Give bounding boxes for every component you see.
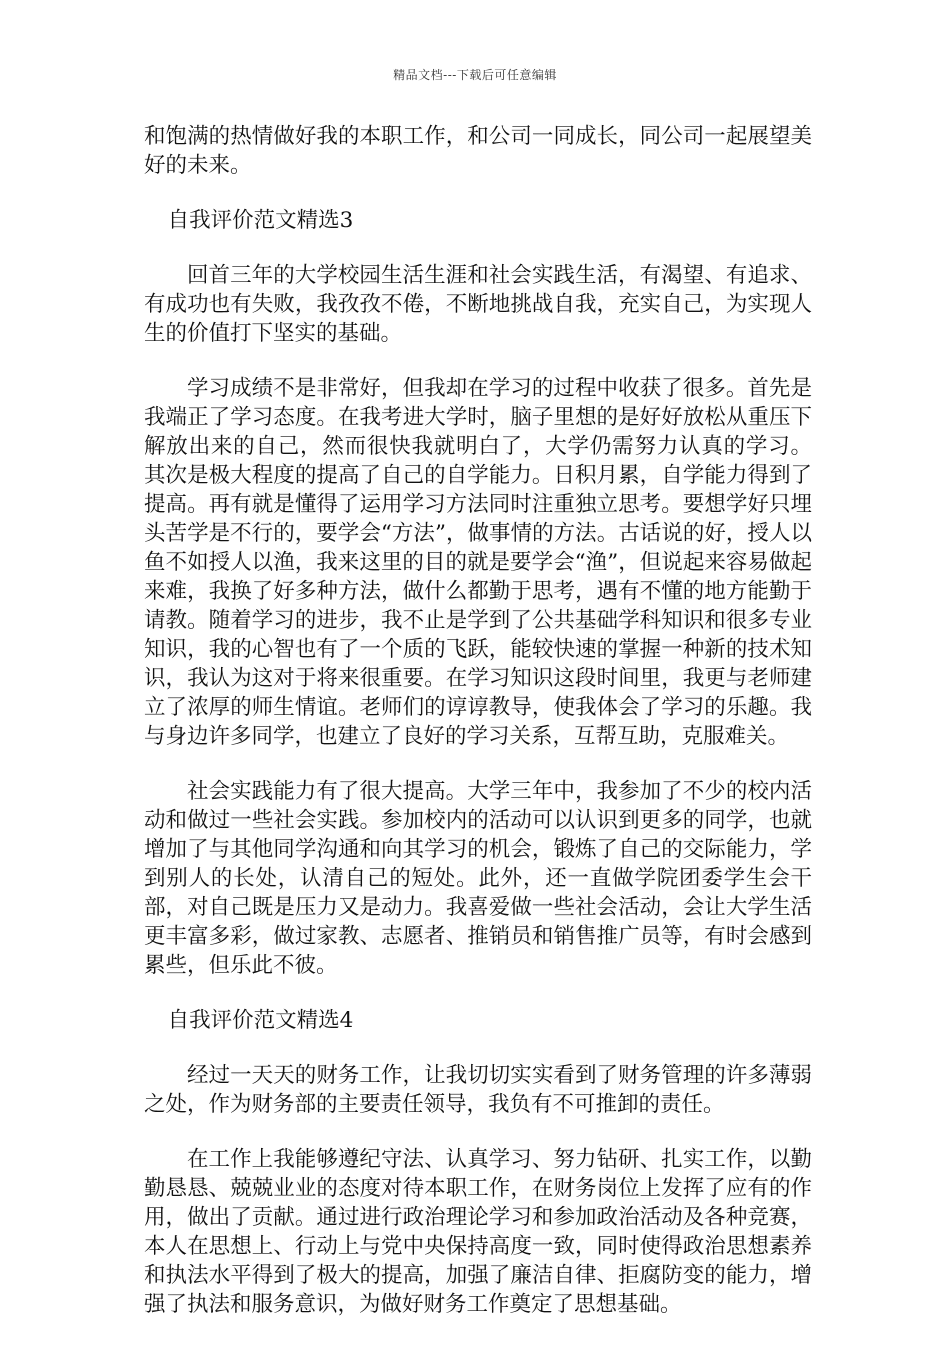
paragraph-practice: 社会实践能力有了很大提高。大学三年中，我参加了不少的校内活动和做过一些社会实践。参加校内的活动可以认识到更多的同学，也就增加了与其他同学沟通和向其学习的机会，锻炼了自己的交际能力，学到别人的长处，认清自己的短处。此外，还一直做学院团委学生会干部，对自己既是压力又是动力。我喜爱做一些社会活动，会让大学生活更丰富多彩，做过家教、志愿者、推销员和销售推广员等，有时会感到累些，但乐此不彼。 bbox=[144, 779, 812, 978]
section-heading-4: 自我评价范文精选4 bbox=[167, 1008, 354, 1033]
paragraph-finance-intro: 经过一天天的财务工作，让我切切实实看到了财务管理的许多薄弱之处，作为财务部的主要责任领导，我负有不可推卸的责任。 bbox=[144, 1063, 812, 1117]
paragraph-continuation: 和饱满的热情做好我的本职工作，和公司一同成长，同公司一起展望美好的未来。 bbox=[144, 124, 812, 178]
paragraph-work: 在工作上我能够遵纪守法、认真学习、努力钻研、扎实工作，以勤勤恳恳、兢兢业业的态度对待本职工作，在财务岗位上发挥了应有的作用，做出了贡献。通过进行政治理论学习和参加政治活动及各种竞赛，本人在思想上、行动上与党中央保持高度一致，同时使得政治思想素养和执法水平得到了极大的提高，加强了廉洁自律、拒腐防变的能力，增强了执法和服务意识，为做好财务工作奠定了思想基础。 bbox=[144, 1147, 812, 1317]
section-heading-3: 自我评价范文精选3 bbox=[167, 208, 354, 233]
paragraph-intro: 回首三年的大学校园生活生涯和社会实践生活，有渴望、有追求、有成功也有失败，我孜孜不倦，不断地挑战自我，充实自己，为实现人生的价值打下坚实的基础。 bbox=[144, 263, 812, 346]
document-body bbox=[144, 122, 812, 1345]
page-header: 精品文档---下载后可任意编辑 bbox=[393, 68, 557, 82]
paragraph-study: 学习成绩不是非常好，但我却在学习的过程中收获了很多。首先是我端正了学习态度。在我考进大学时，脑子里想的是好好放松从重压下解放出来的自己，然而很快我就明白了，大学仍需努力认真的学习。 其次是极大程度的提高了自己的自学能力。日积月累，自学能力得到了提高。再有就是懂得了运用学习方法同时注重独立思考。要想学好只埋头苦学是不行的，要学会“方法”，做事情的方法。古话说的好，授人以鱼不如授人以渔，我来这里的目的就是要学会“渔”，但说起来容易做起来难，我换了好多种方法，做什么都勤于思考，遇有不懂的地方能勤于请教。随着学习的进步，我不止是学到了公共基础学科知识和很多专业知识，我的心智也有了一个质的飞跃，能较快速的掌握一种新的技术知识，我认为这对于将来很重要。在学习知识这段时间里，我更与老师建立了浓厚的师生情谊。老师们的谆谆教导，使我体会了学习的乐趣。我与身边许多同学，也建立了良好的学习关系，互帮互助，克服难关。 bbox=[144, 376, 812, 749]
